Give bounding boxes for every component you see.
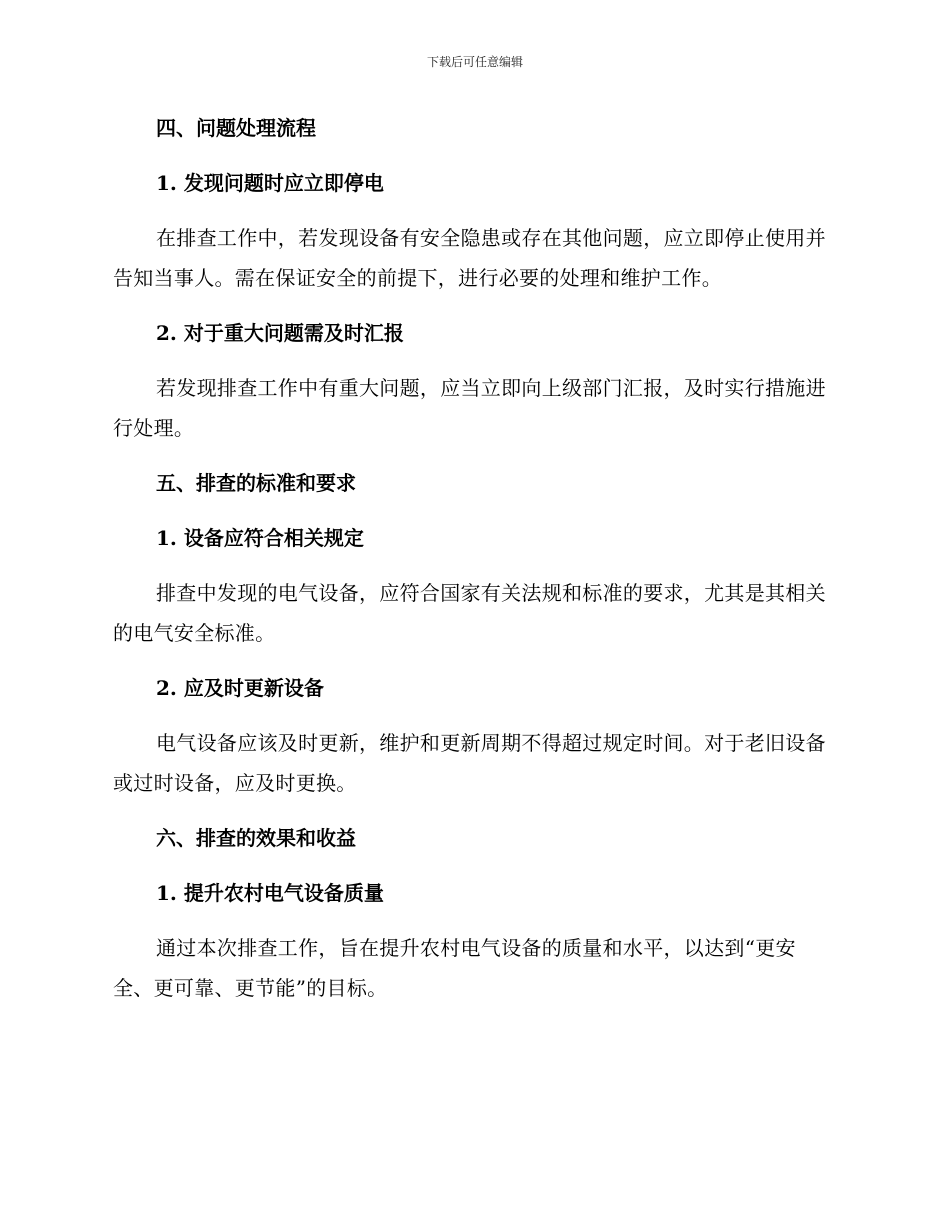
section-heading-5: 五、排查的标准和要求 — [156, 471, 356, 495]
paragraph-4-2: 若发现排查工作中有重大问题，应当立即向上级部门汇报，及时实行措施进行处理。 — [113, 376, 826, 440]
paragraph-5-2: 电气设备应该及时更新，维护和更新周期不得超过规定时间。对于老旧设备或过时设备，应及时更换。 — [113, 731, 826, 795]
subheading-5-1: 1. 设备应符合相关规定 — [156, 526, 364, 550]
paragraph-6-1: 通过本次排查工作，旨在提升农村电气设备的质量和水平，以达到“更安全、更可靠、更节能”的目标。 — [113, 936, 796, 1000]
subheading-4-2: 2. 对于重大问题需及时汇报 — [156, 321, 404, 345]
subheading-5-2: 2. 应及时更新设备 — [156, 676, 324, 700]
section-heading-6: 六、排查的效果和收益 — [156, 826, 356, 850]
document-body — [113, 108, 833, 1023]
paragraph-4-1: 在排查工作中，若发现设备有安全隐患或存在其他问题，应立即停止使用并告知当事人。需在保证安全的前提下，进行必要的处理和维护工作。 — [113, 226, 826, 290]
paragraph-5-1: 排查中发现的电气设备，应符合国家有关法规和标准的要求，尤其是其相关的电气安全标准。 — [113, 581, 826, 645]
page-header: 下载后可任意编辑 — [426, 55, 523, 69]
section-heading-4: 四、问题处理流程 — [156, 116, 316, 140]
subheading-6-1: 1. 提升农村电气设备质量 — [156, 881, 384, 905]
subheading-4-1: 1. 发现问题时应立即停电 — [156, 171, 384, 195]
